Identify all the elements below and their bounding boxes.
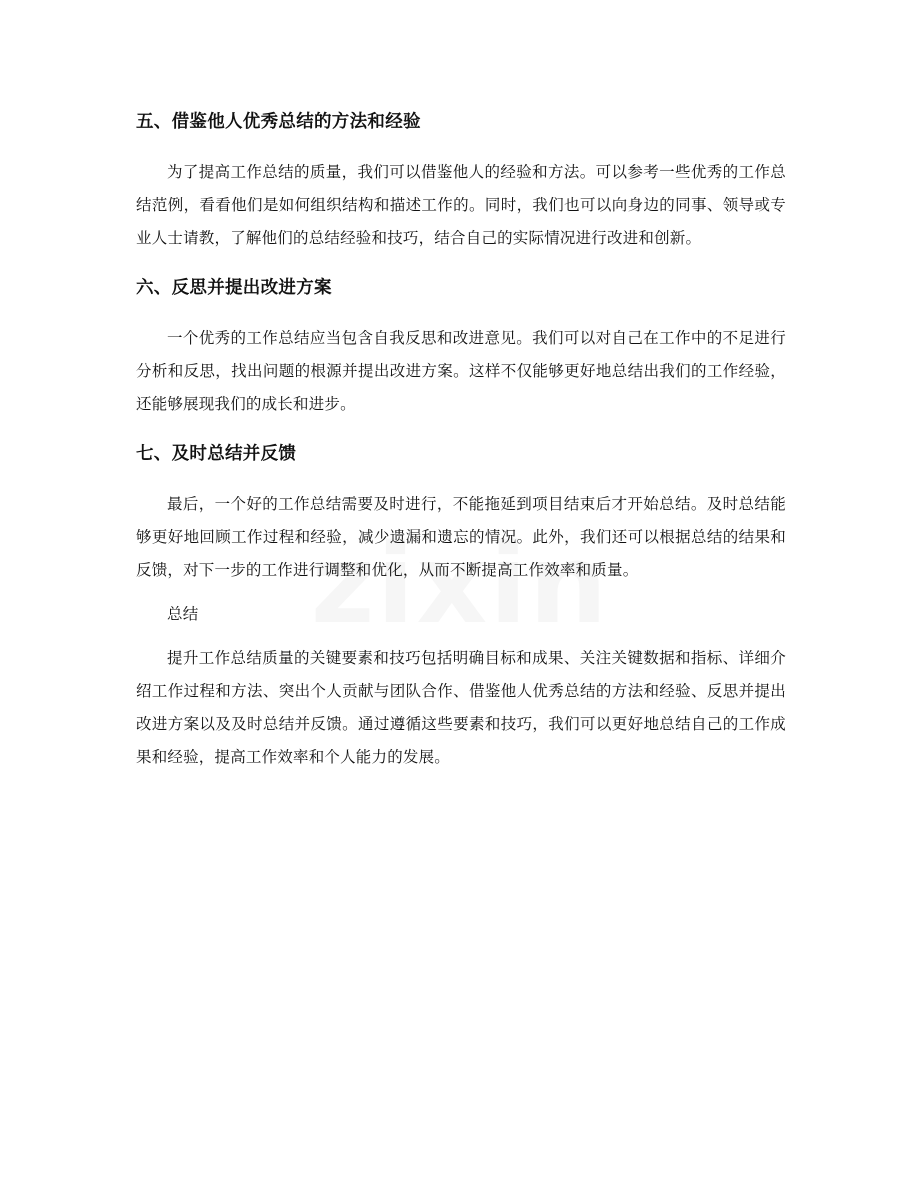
section-body-6: 一个优秀的工作总结应当包含自我反思和改进意见。我们可以对自己在工作中的不足进行分析和反思，找出问题的根源并提出改进方案。这样不仅能够更好地总结出我们的工作经验，还能够展现我们的成长和进步。	[136, 329, 786, 413]
section-heading-7: 七、及时总结并反馈	[136, 444, 297, 464]
section-heading-5: 五、借鉴他人优秀总结的方法和经验	[136, 112, 421, 132]
summary-label: 总结	[167, 605, 199, 623]
section-body-5: 为了提高工作总结的质量，我们可以借鉴他人的经验和方法。可以参考一些优秀的工作总结范例，看看他们是如何组织结构和描述工作的。同时，我们也可以向身边的同事、领导或专业人士请教，了解他们的总结经验和技巧，结合自己的实际情况进行改进和创新。	[136, 163, 786, 247]
summary-body: 提升工作总结质量的关键要素和技巧包括明确目标和成果、关注关键数据和指标、详细介绍工作过程和方法、突出个人贡献与团队合作、借鉴他人优秀总结的方法和经验、反思并提出改进方案以及及时总结并反馈。通过遵循这些要素和技巧，我们可以更好地总结自己的工作成果和经验，提高工作效率和个人能力的发展。	[136, 649, 786, 766]
section-heading-6: 六、反思并提出改进方案	[136, 278, 332, 298]
section-body-7: 最后，一个好的工作总结需要及时进行，不能拖延到项目结束后才开始总结。及时总结能够更好地回顾工作过程和经验，减少遗漏和遗忘的情况。此外，我们还可以根据总结的结果和反馈，对下一步的工作进行调整和优化，从而不断提高工作效率和质量。	[136, 495, 786, 579]
document-page	[136, 100, 786, 774]
